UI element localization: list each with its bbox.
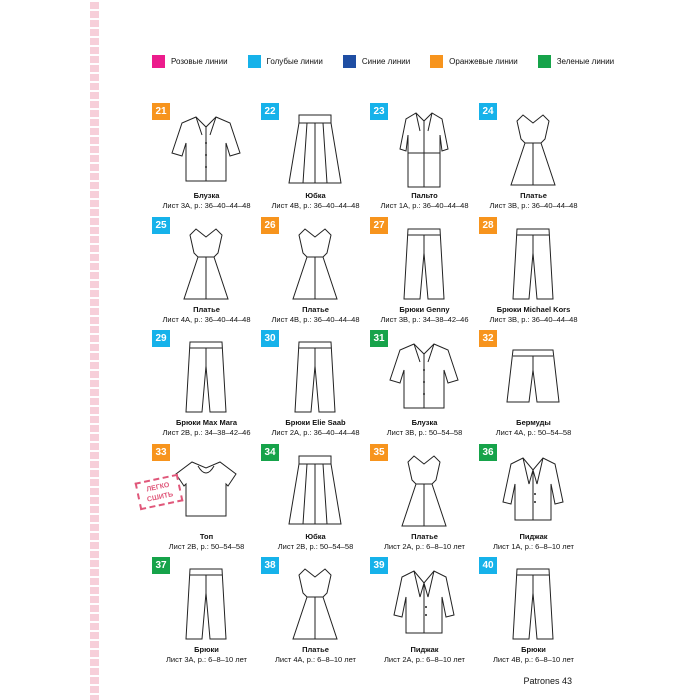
pattern-item-21 [152,103,261,216]
item-name: Платье [302,304,329,314]
item-name: Брюки [521,645,546,655]
item-sheet-sizes: Лист 1А, р.: 6–8–10 лет [493,541,574,551]
item-sheet-sizes: Лист 3B, р.: 50–54–58 [386,428,463,438]
item-sheet-sizes: Лист 2B, р.: 50–54–58 [168,541,245,551]
pattern-item-39 [370,557,479,670]
pattern-item-23 [370,103,479,216]
legend-item-blue [343,55,410,68]
item-name: Платье [411,531,438,541]
page-footer [523,676,572,686]
item-number-badge: 28 [479,217,497,234]
blouse-icon [384,336,464,416]
item-name: Брюки Max Mara [175,418,237,428]
item-name: Брюки Michael Kors [496,304,571,314]
pattern-item-35 [370,444,479,557]
item-number-badge: 32 [479,330,497,347]
jacket-icon [493,450,573,530]
item-name: Юбка [305,191,326,200]
item-number-badge: 30 [261,330,279,347]
magazine-name: Patrones [523,676,560,686]
item-sheet-sizes: Лист 1А, р.: 36–40–44–48 [380,201,469,210]
item-number-badge: 33 [152,444,170,461]
pattern-item-30 [261,330,370,443]
legend-swatch [152,55,165,68]
item-sheet-sizes: Лист 4B, р.: 36–40–44–48 [271,201,360,210]
item-number-badge: 38 [261,557,279,574]
pattern-item-26 [261,217,370,330]
item-number-badge: 26 [261,217,279,234]
item-number-badge: 31 [370,330,388,347]
trousers-icon [166,563,246,643]
item-name: Топ [199,531,214,541]
dress-icon [275,563,355,643]
item-name: Платье [302,645,329,655]
legend-label: Голубые линии [266,57,323,66]
item-sheet-sizes: Лист 3B, р.: 36–40–44–48 [489,314,578,324]
dress-icon [493,109,573,189]
pattern-item-34 [261,444,370,557]
item-sheet-sizes: Лист 2B, р.: 34–38–42–46 [162,428,251,438]
pattern-grid [152,103,588,671]
skirt-icon [275,109,355,189]
item-number-badge: 21 [152,103,170,120]
pattern-item-38 [261,557,370,670]
item-name: Блузка [411,418,438,428]
trousers-icon [493,563,573,643]
item-number-badge: 24 [479,103,497,120]
item-name: Блузка [193,191,220,200]
trousers-icon [384,223,464,303]
legend-item-green [538,55,614,68]
item-name: Пальто [411,191,438,200]
item-name: Брюки Elie Saab [285,418,346,428]
pattern-item-40 [479,557,588,670]
item-sheet-sizes: Лист 3B, р.: 34–38–42–46 [380,314,469,324]
page-edge-strip [90,0,99,700]
item-number-badge: 35 [370,444,388,461]
trousers-icon [493,223,573,303]
legend-swatch [248,55,261,68]
legend-label: Синие линии [361,57,411,66]
item-sheet-sizes: Лист 4B, р.: 36–40–44–48 [271,314,360,324]
item-name: Пиджак [519,531,548,541]
skirt-icon [275,450,355,530]
item-sheet-sizes: Лист 2А, р.: 6–8–10 лет [384,655,465,665]
item-number-badge: 34 [261,444,279,461]
legend-item-pink [152,55,228,68]
pattern-item-25 [152,217,261,330]
item-sheet-sizes: Лист 2А, р.: 6–8–10 лет [384,541,465,551]
pattern-item-28 [479,217,588,330]
item-name: Платье [193,304,220,314]
dress-icon [384,450,464,530]
item-number-badge: 37 [152,557,170,574]
legend-item-lightblue [248,55,323,68]
shorts-icon [493,336,573,416]
legend-item-orange [430,55,518,68]
pattern-item-22 [261,103,370,216]
legend-label: Зеленые линии [556,57,615,66]
item-name: Брюки [194,645,219,655]
item-sheet-sizes: Лист 3А, р.: 36–40–44–48 [162,201,251,210]
item-sheet-sizes: Лист 4А, р.: 6–8–10 лет [275,655,356,665]
item-number-badge: 29 [152,330,170,347]
item-name: Брюки Genny [399,304,450,314]
item-number-badge: 39 [370,557,388,574]
stamp-line-2: СШИТЬ [146,491,174,504]
item-sheet-sizes: Лист 2А, р.: 36–40–44–48 [271,428,360,438]
legend-swatch [343,55,356,68]
pattern-item-31 [370,330,479,443]
pattern-item-37 [152,557,261,670]
item-sheet-sizes: Лист 4А, р.: 36–40–44–48 [162,314,251,324]
color-legend [152,55,634,68]
item-number-badge: 23 [370,103,388,120]
item-number-badge: 22 [261,103,279,120]
stamp-line-1: ЛЕГКО [145,481,171,494]
item-name: Юбка [305,531,326,541]
item-sheet-sizes: Лист 3B, р.: 36–40–44–48 [489,201,578,210]
item-number-badge: 36 [479,444,497,461]
pattern-item-27 [370,217,479,330]
legend-label: Розовые линии [171,57,228,66]
page-number: 43 [561,676,572,686]
trousers-icon [275,336,355,416]
item-sheet-sizes: Лист 3А, р.: 6–8–10 лет [166,655,247,665]
dress-icon [275,223,355,303]
item-number-badge: 27 [370,217,388,234]
pattern-item-29 [152,330,261,443]
coat-icon [384,109,464,189]
pattern-item-36 [479,444,588,557]
pattern-item-24 [479,103,588,216]
legend-swatch [430,55,443,68]
item-number-badge: 40 [479,557,497,574]
item-number-badge: 25 [152,217,170,234]
jacket-icon [384,563,464,643]
pattern-item-32 [479,330,588,443]
item-name: Платье [520,191,547,200]
legend-label: Оранжевые линии [449,57,518,66]
legend-swatch [538,55,551,68]
item-name: Бермуды [516,418,551,428]
item-sheet-sizes: Лист 4А, р.: 50–54–58 [495,428,572,438]
item-sheet-sizes: Лист 2B, р.: 50–54–58 [277,541,354,551]
blouse-icon [166,109,246,189]
item-sheet-sizes: Лист 4B, р.: 6–8–10 лет [493,655,574,665]
item-name: Пиджак [410,645,439,655]
dress-icon [166,223,246,303]
trousers-icon [166,336,246,416]
